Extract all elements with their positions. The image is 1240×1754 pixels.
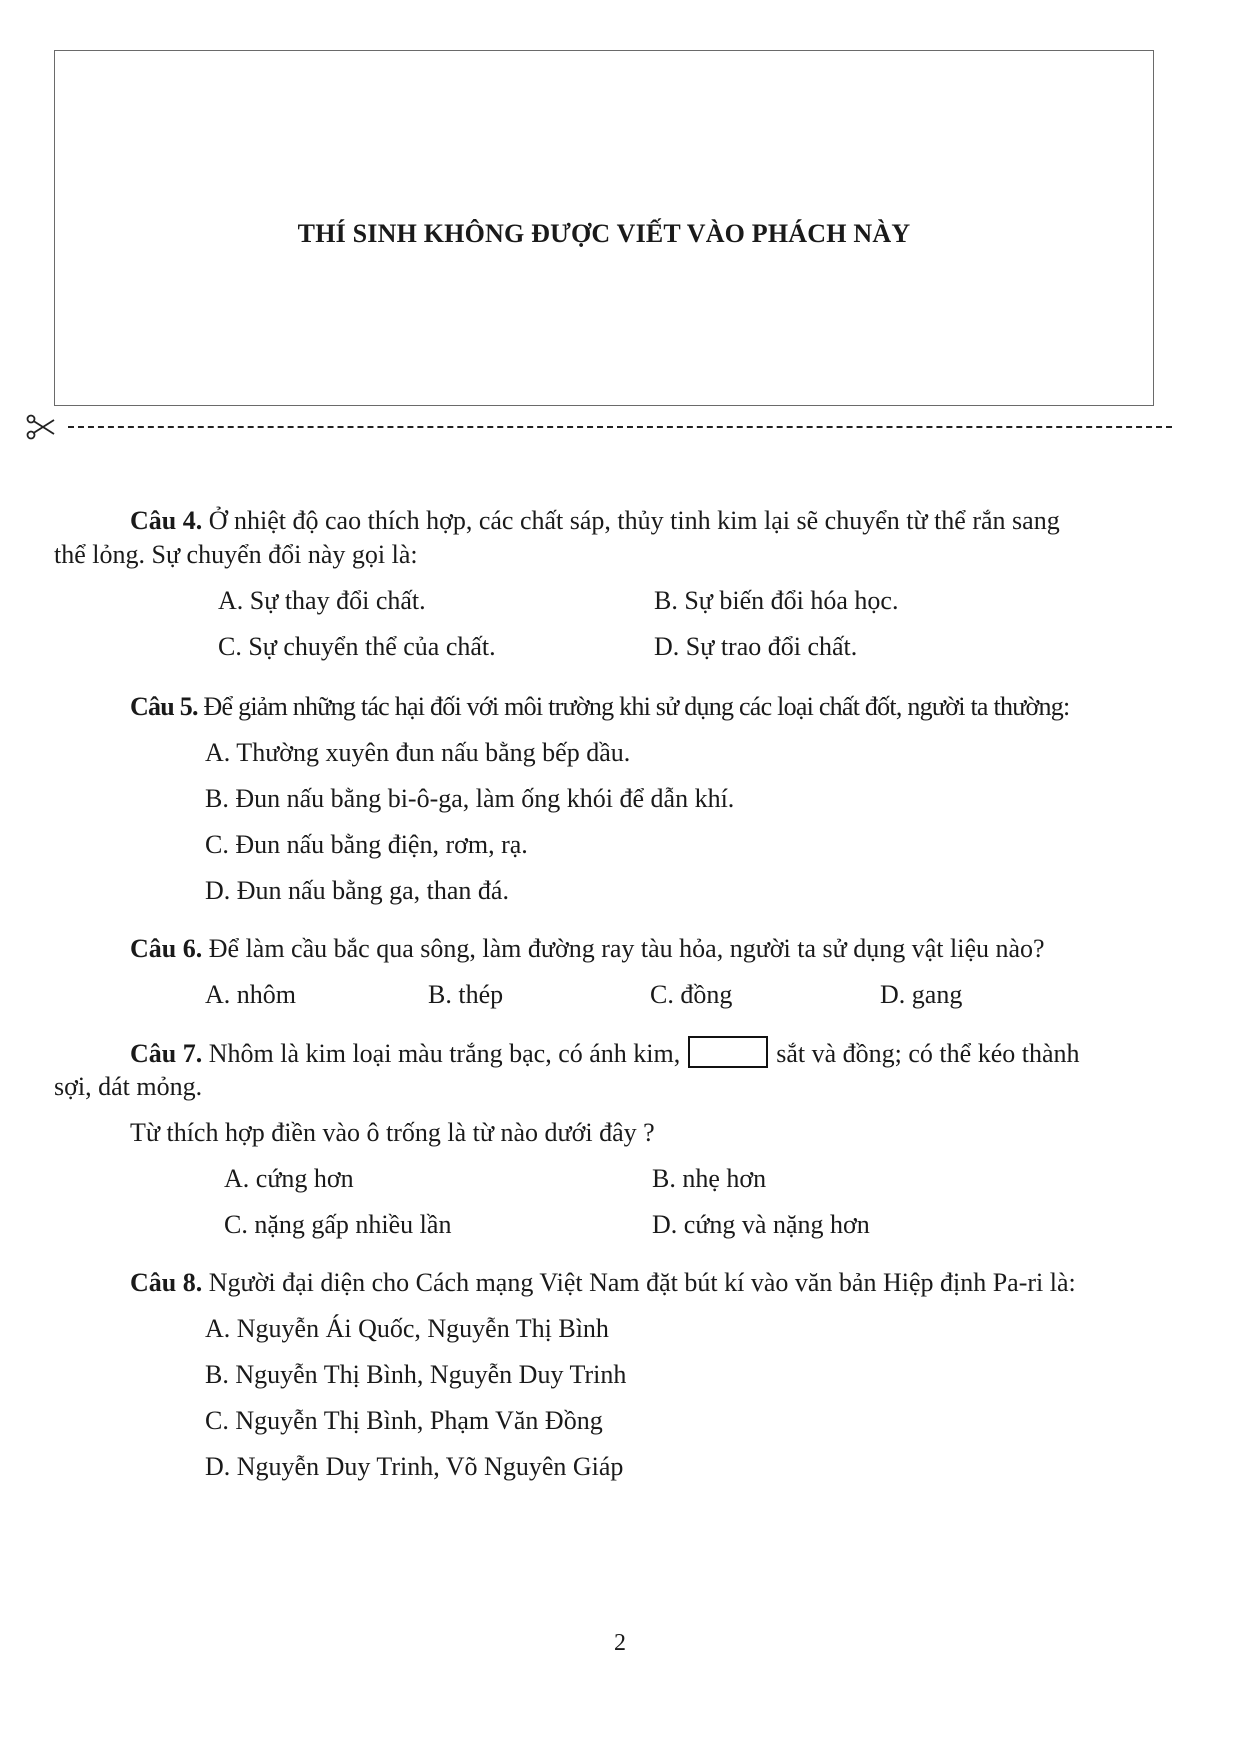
q8-line	[130, 1266, 1076, 1300]
q5-option-a[interactable]: A. Thường xuyên đun nấu bằng bếp dầu.	[205, 738, 631, 767]
q5-text: Để giảm những tác hại đối với môi trường khi sử dụng các loại chất đốt, người ta thường:	[197, 692, 1070, 721]
q8-option-d[interactable]: D. Nguyễn Duy Trinh, Võ Nguyên Giáp	[205, 1452, 624, 1481]
q5-option-b[interactable]: B. Đun nấu bằng bi-ô-ga, làm ống khói để dẫn khí.	[205, 784, 735, 813]
q7-blank-box[interactable]	[688, 1036, 768, 1068]
q8-option-c[interactable]: C. Nguyễn Thị Bình, Phạm Văn Đồng	[205, 1406, 603, 1435]
q4-option-b[interactable]: B. Sự biến đổi hóa học.	[654, 586, 899, 615]
q6-option-a[interactable]: A. nhôm	[205, 980, 296, 1009]
q5-line	[130, 690, 1070, 724]
q7-text-after: sắt và đồng; có thể kéo thành	[776, 1039, 1080, 1068]
q6-option-d[interactable]: D. gang	[880, 980, 963, 1009]
q6-label: Câu 6.	[130, 934, 203, 963]
q5-label: Câu 5.	[130, 692, 198, 721]
q5-option-d[interactable]: D. Đun nấu bằng ga, than đá.	[205, 876, 509, 905]
q8-option-b[interactable]: B. Nguyễn Thị Bình, Nguyễn Duy Trinh	[205, 1360, 627, 1389]
q6-line	[130, 932, 1045, 966]
q5-option-c[interactable]: C. Đun nấu bằng điện, rơm, rạ.	[205, 830, 528, 859]
q7-option-a[interactable]: A. cứng hơn	[224, 1164, 354, 1193]
q7-option-b[interactable]: B. nhẹ hơn	[652, 1164, 767, 1193]
q8-label: Câu 8.	[130, 1268, 203, 1297]
page-number: 2	[614, 1630, 626, 1656]
q7-line1	[130, 1036, 1080, 1071]
q4-text-line1: Ở nhiệt độ cao thích hợp, các chất sáp, thủy tinh kim lại sẽ chuyển từ thể rắn sang	[202, 506, 1060, 535]
q8-text: Người đại diện cho Cách mạng Việt Nam đặt bút kí vào văn bản Hiệp định Pa-ri là:	[202, 1268, 1076, 1297]
q7-text-line2: sợi, dát mỏng.	[54, 1072, 203, 1101]
q7-prompt: Từ thích hợp điền vào ô trống là từ nào dưới đây ?	[130, 1118, 655, 1147]
q6-text: Để làm cầu bắc qua sông, làm đường ray tàu hỏa, người ta sử dụng vật liệu nào?	[202, 934, 1045, 963]
q7-text-before: Nhôm là kim loại màu trắng bạc, có ánh kim,	[202, 1039, 681, 1068]
cut-line	[26, 412, 1172, 442]
header-notice: THÍ SINH KHÔNG ĐƯỢC VIẾT VÀO PHÁCH NÀY	[297, 219, 911, 248]
q4-option-a[interactable]: A. Sự thay đổi chất.	[218, 586, 426, 615]
q7-option-d[interactable]: D. cứng và nặng hơn	[652, 1210, 870, 1239]
q6-option-b[interactable]: B. thép	[428, 980, 504, 1009]
q4-label: Câu 4.	[130, 506, 203, 535]
q4-text-line2: thể lỏng. Sự chuyển đổi này gọi là:	[54, 540, 418, 569]
q4-option-c[interactable]: C. Sự chuyển thể của chất.	[218, 632, 496, 661]
q8-option-a[interactable]: A. Nguyễn Ái Quốc, Nguyễn Thị Bình	[205, 1314, 609, 1343]
q7-label: Câu 7.	[130, 1039, 203, 1068]
q7-option-c[interactable]: C. nặng gấp nhiều lần	[224, 1210, 452, 1239]
q4-line1	[130, 504, 1060, 538]
scissors-icon	[26, 414, 56, 440]
q6-option-c[interactable]: C. đồng	[650, 980, 733, 1009]
dashed-cut-line	[68, 426, 1172, 428]
q4-option-d[interactable]: D. Sự trao đổi chất.	[654, 632, 858, 661]
header-box	[54, 50, 1154, 406]
